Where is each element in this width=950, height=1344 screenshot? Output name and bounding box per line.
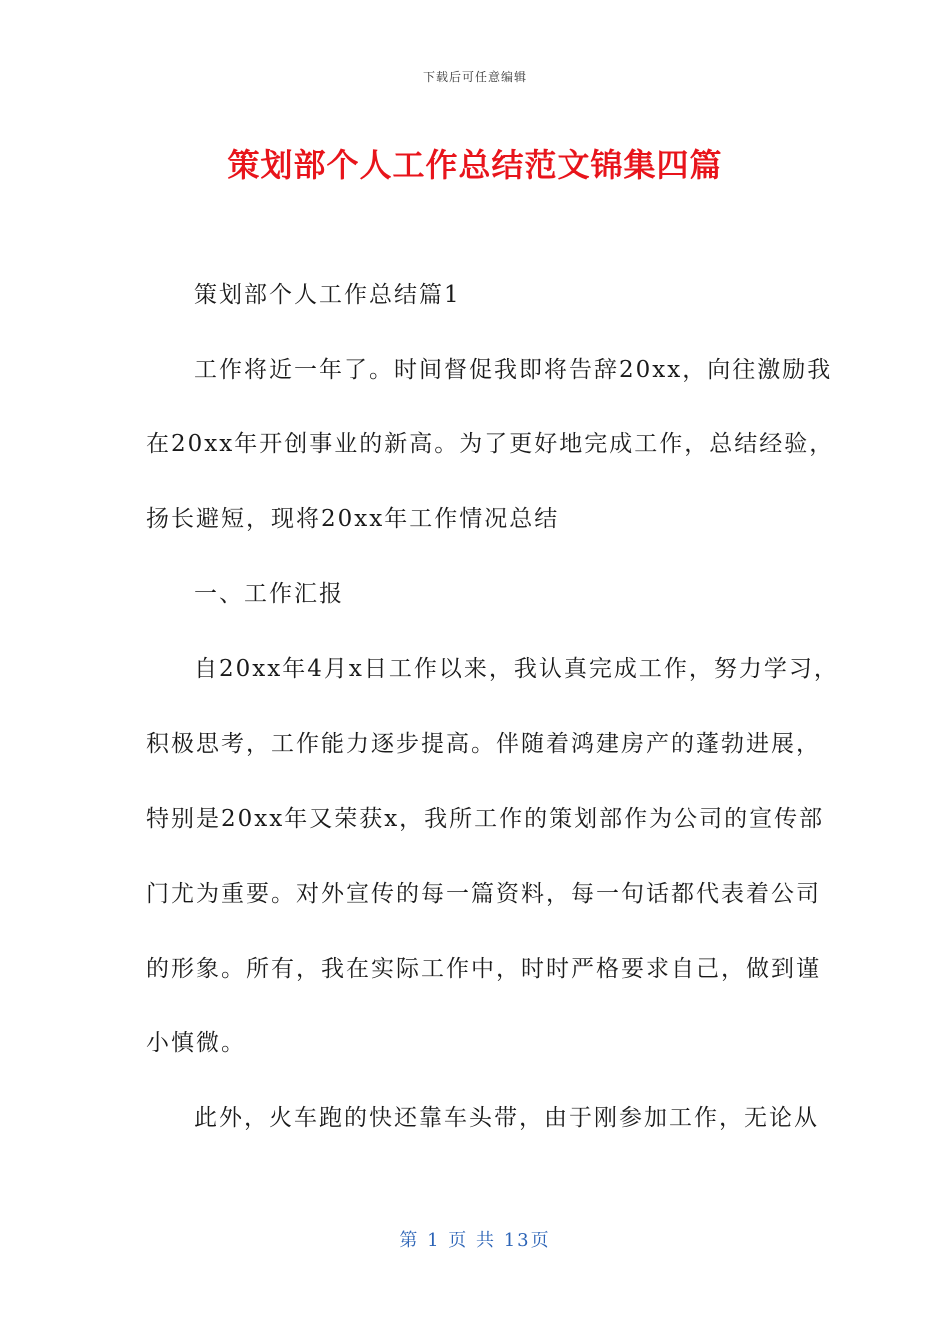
paragraph-line: 的形象。所有，我在实际工作中，时时严格要求自己，做到谨 bbox=[146, 956, 821, 982]
document-title: 策划部个人工作总结范文锦集四篇 bbox=[227, 146, 723, 184]
paragraph-line: 扬长避短，现将20xx年工作情况总结 bbox=[146, 506, 560, 532]
subsection-heading: 一、工作汇报 bbox=[194, 581, 344, 607]
section-heading: 策划部个人工作总结篇1 bbox=[194, 282, 461, 308]
paragraph-line: 门尤为重要。对外宣传的每一篇资料，每一句话都代表着公司 bbox=[146, 881, 821, 907]
paragraph-line: 特别是20xx年又荣获x，我所工作的策划部作为公司的宣传部 bbox=[146, 806, 825, 832]
paragraph-line: 在20xx年开创事业的新高。为了更好地完成工作，总结经验， bbox=[146, 431, 835, 457]
paragraph-line: 积极思考，工作能力逐步提高。伴随着鸿建房产的蓬勃进展， bbox=[146, 731, 821, 757]
paragraph-line: 此外，火车跑的快还靠车头带，由于刚参加工作，无论从 bbox=[194, 1105, 819, 1131]
header-note: 下载后可任意编辑 bbox=[422, 70, 527, 84]
paragraph-line: 小慎微。 bbox=[146, 1030, 246, 1056]
paragraph-line: 自20xx年4月x日工作以来，我认真完成工作，努力学习， bbox=[194, 656, 839, 682]
page-number-footer: 第 1 页 共 13页 bbox=[399, 1230, 551, 1251]
paragraph-line: 工作将近一年了。时间督促我即将告辞20xx，向往激励我 bbox=[194, 357, 833, 383]
